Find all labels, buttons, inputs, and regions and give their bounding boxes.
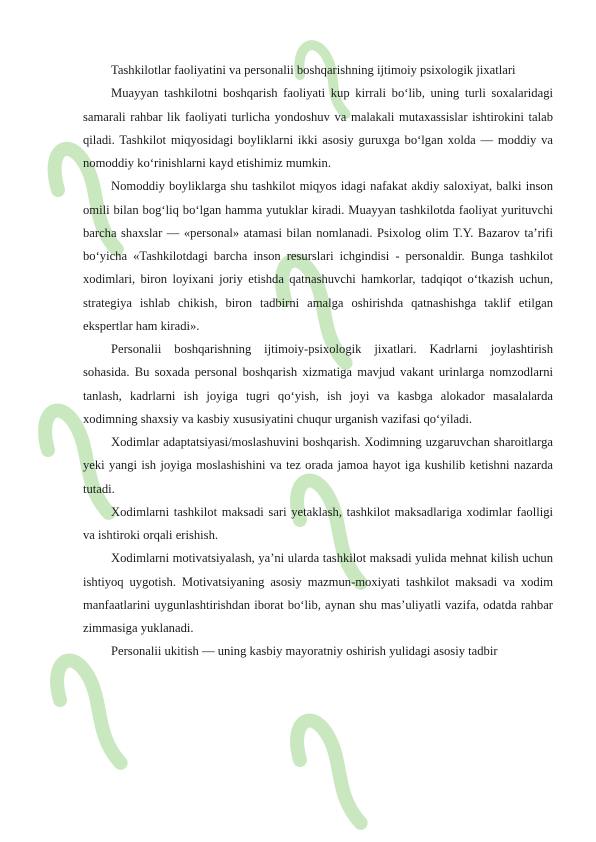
paragraph: Xodimlarni motivatsiyalash, ya’ni ularda tashkilot maksadi yulida mehnat kilish uchun ishtiyoq uygotish. Motivatsiyaning asosiy mazmun-moxiyati tashkilot maksadi va xodim manfaatlarini uygunlashtirishdan iborat bo‘lib, aynan shu mas’uliyatli vazifa, odatda rahbar zimmasiga yuklanadi. bbox=[83, 551, 553, 635]
paragraph: Muayyan tashkilotni boshqarish faoliyati kup kirrali bo‘lib, uning turli soxalaridagi samarali rahbar lik faoliyati turlicha yondoshuv va malakali mutaxassislar ishtirokini talab qiladi. Tashkilot miqyosidagi boyliklarni ikki asosiy guruxga bo‘lgan xolda — moddiy va nomoddiy ko‘rinishlarni kayd etishimiz mumkin. bbox=[83, 86, 553, 170]
document-body bbox=[83, 59, 553, 664]
paragraph: Nomoddiy boyliklarga shu tashkilot miqyos idagi nafakat akdiy saloxiyat, balki inson omili bilan bog‘liq bo‘lgan hamma yutuklar kiradi. Muayyan tashkilotda faoliyat yurituvchi barcha shaxslar — «personal» atamasi bilan nomlanadi. Psixolog olim T.Y. Bazarov ta’rifi bo‘yicha «Tashkilotdagi barcha inson resurslari ichgindisi - personaldir. Bunga tashkilot xodimlari, biron loyixani joriy etishda qatnashuvchi hamkorlar, tadqiqot o‘tkazish uchun, strategiya ishlab chikish, biron tadbirni amalga oshirishda qatnashishga taklif etilgan ekspertlar ham kiradi». bbox=[83, 179, 553, 333]
paragraph: Personalii ukitish — uning kasbiy mayoratniy oshirish yulidagi asosiy tadbir bbox=[111, 644, 498, 659]
paragraph-heading: Tashkilotlar faoliyatini va personalii boshqarishning ijtimoiy psixologik jixatlari bbox=[111, 63, 516, 77]
paragraph: Personalii boshqarishning ijtimoiy-psixologik jixatlari. Kadrlarni joylashtirish sohasida. Bu soxada personal boshqarish xizmatiga mavjud vakant urinlarga nomzodlarni tanlash, kadrlarni ish joyiga tugri qo‘yish, ish joyi va kasbga alokador masalalarda xodimning shaxsiy va kasbiy xususiyatini chuqur urganish vazifasi qo‘yiladi. bbox=[83, 342, 553, 426]
paragraph: Xodimlar adaptatsiyasi/moslashuvini boshqarish. Xodimning uzgaruvchan sharoitlarga yeki yangi ish joyiga moslashishini va tez orada jamoa hayot iga kushilib ketishni nazarda tutadi. bbox=[83, 435, 553, 496]
paragraph: Xodimlarni tashkilot maksadi sari yetaklash, tashkilot maksadlariga xodimlar faolligi va ishtiroki orqali erishish. bbox=[83, 504, 553, 542]
